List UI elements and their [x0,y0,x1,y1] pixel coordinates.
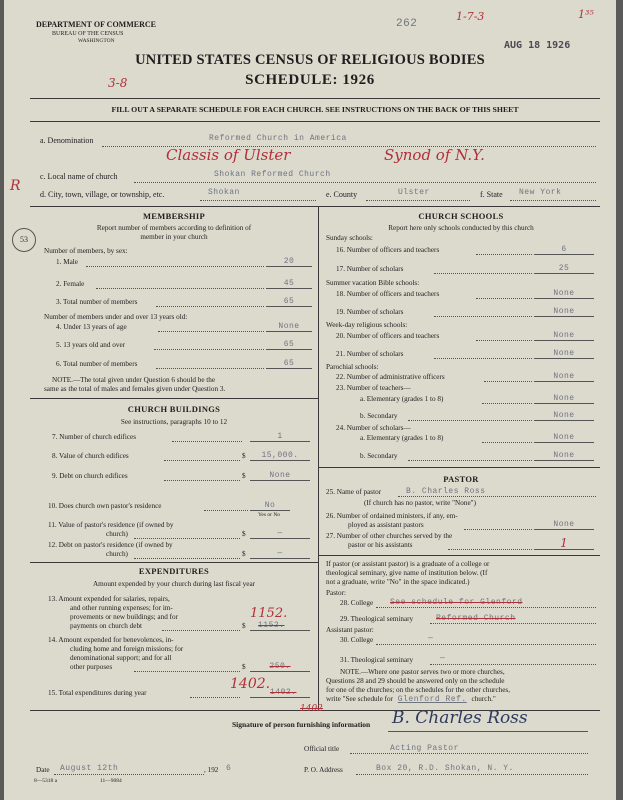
pastor-note-2: Questions 28 and 29 should be answered only on the schedule [326,677,505,685]
q5-label: 5. 13 years old and over [56,341,126,349]
pastor-note-4-start: write "See schedule for [326,695,393,703]
red-code: 3-8 [108,76,128,90]
official-title-label: Official title [304,745,340,753]
form-number: 262 [396,18,418,30]
classis-note: Classis of Ulster [166,146,291,164]
q18-value: None [553,289,575,298]
education-note: If pastor (or assistant pastor) is a graduate of a college or [326,560,490,568]
q17-value: 25 [558,264,570,273]
q26-label-2: ployed as assistant pastors [348,521,424,529]
pastor-note-4 [326,695,496,705]
summer-label: Summer vacation Bible schools: [326,279,420,287]
q24b-value: None [553,451,575,460]
q15-value: 1402. [230,676,271,692]
q30-value: — [428,634,434,643]
q14-dollar: $ [242,663,246,671]
city-value: Shokan [208,188,240,197]
q15-label: 15. Total expenditures during year [48,689,147,697]
pastor-heading: PASTOR [443,474,479,484]
q27-label: 27. Number of other churches served by the [326,532,453,540]
q9-label: 9. Debt on church edifices [52,472,128,480]
q4-value: None [278,322,300,331]
q28-label: 28. College [340,599,374,607]
q31-label: 31. Theological seminary [340,656,414,664]
city-label: WASHINGTON [78,38,115,44]
q7-value: 1 [277,432,283,441]
q23a-value: None [553,394,575,403]
q24-label: 24. Number of scholars— [336,424,411,432]
city-label-field: d. City, town, village, or township, etc. [40,190,165,199]
q13-label-2: and other running expenses; for im- [70,604,173,612]
q12-label: 12. Debt on pastor's residence (if owned by [48,541,173,549]
q25-note: (If church has no pastor, write "None") [364,499,476,507]
q23b-label: b. Secondary [360,412,398,420]
q12-label-2: church) [106,550,128,558]
signature-label: Signature of person furnishing information [232,720,371,729]
parochial-label: Parochial schools: [326,363,379,371]
membership-note-2: same as the total of males and females given under Question 3. [44,385,226,393]
q24a-label: a. Elementary (grades 1 to 8) [360,434,444,442]
q27-label-2: pastor or his assistants [348,541,413,549]
signature-note: 1402 [300,704,323,714]
q26-label: 26. Number of ordained ministers, if any, em- [326,512,458,520]
q20-value: None [553,331,575,340]
official-title-value: Acting Pastor [390,744,459,753]
q13-label: 13. Amount expended for salaries, repairs, [48,595,170,603]
q22-value: None [553,372,575,381]
pastor-note-3: for one of the churches; on the schedules for the other churches, [326,686,511,694]
q12-dollar: $ [242,550,246,558]
membership-intro: Report number of members according to definition of [96,224,252,232]
schools-heading: CHURCH SCHOOLS [418,211,504,221]
pastor-sub-label: Pastor: [326,589,346,597]
q19-value: None [553,307,575,316]
year-digit: 6 [226,764,232,773]
q1-value: 20 [283,257,295,266]
q10-value: No [264,501,276,510]
q23b-value: None [553,411,575,420]
q10-label: 10. Does church own pastor's residence [48,502,162,510]
q17-label: 17. Number of scholars [336,265,404,273]
form-title: UNITED STATES CENSUS OF RELIGIOUS BODIES [135,52,485,68]
q13-struck-value: 1152. [258,621,285,630]
po-address-label: P. O. Address [304,766,343,774]
q21-value: None [553,349,575,358]
q23-label: 23. Number of teachers— [336,384,411,392]
membership-note: NOTE.—The total given under Question 6 should be the [52,376,216,384]
q4-label: 4. Under 13 years of age [56,323,127,331]
expenditures-heading: EXPENDITURES [138,566,210,576]
q14-label: 14. Amount expended for benevolences, in- [48,636,174,644]
q8-label: 8. Value of church edifices [52,452,129,460]
q14-label-3: denominational support; and for all [70,654,172,662]
q6-value: 65 [283,359,295,368]
census-schedule-page [4,0,616,800]
state-value: New York [519,188,562,197]
q2-value: 45 [283,279,295,288]
print-code-1: 8—5318 a [34,778,58,784]
margin-r-mark: R [10,178,21,194]
denomination-label: a. Denomination [40,136,94,145]
q23a-label: a. Elementary (grades 1 to 8) [360,395,444,403]
pastor-note-4-end: church." [471,695,496,703]
instruction-line: FILL OUT A SEPARATE SCHEDULE FOR EACH CHURCH. SEE INSTRUCTIONS ON THE BACK OF THIS SHEET [111,105,519,114]
q11-dollar: $ [242,530,246,538]
q1-label: 1. Male [56,258,78,266]
corner-note: 1-7-3 [456,10,485,23]
dept-label: DEPARTMENT OF COMMERCE [36,20,157,29]
q19-label: 19. Number of scholars [336,308,404,316]
q9-value: None [269,471,291,480]
q28-value: See schedule for Glenford [390,598,523,607]
education-note-3: not a graduate, write "No" in the space indicated.) [326,578,470,586]
education-note-2: theological seminary, give name of institution below. (If [326,569,488,577]
schools-sub: Report here only schools conducted by this church [388,224,534,232]
corner-mark: 1³⁵ [578,8,594,21]
by-sex-label: Number of members, by sex: [44,247,128,255]
date-value: August 12th [60,764,119,773]
q3-value: 65 [283,297,295,306]
q30-label: 30. College [340,636,374,644]
q18-label: 18. Number of officers and teachers [336,290,440,298]
received-stamp: AUG 18 1926 [504,40,571,51]
margin-circle-mark: 53 [12,228,36,252]
denomination-value: Reformed Church in America [209,134,347,143]
county-label: e. County [326,190,358,199]
q14-label-4: other purposes [70,663,113,671]
q13-value: 1152. [250,606,288,621]
q24a-value: None [553,433,575,442]
weekday-label: Week-day religious schools: [326,321,408,329]
q22-label: 22. Number of administrative officers [336,373,445,381]
q8-value: 15,000. [261,451,299,460]
q6-label: 6. Total number of members [56,360,138,368]
q15-struck-value: 1402. [270,688,297,697]
q14-value: 250. [269,662,291,671]
expenditures-sub: Amount expended by your church during last fiscal year [92,580,256,588]
q16-value: 6 [561,245,567,254]
q11-label-2: church) [106,530,128,538]
print-code-2: 11—9084 [100,778,122,784]
q5-value: 65 [283,340,295,349]
county-value: Ulster [398,188,430,197]
membership-heading: MEMBERSHIP [142,211,206,221]
q9-dollar: $ [242,472,246,480]
q7-label: 7. Number of church edifices [52,433,137,441]
q13-label-4: payments on church debt [70,622,143,630]
q12-value: — [277,549,283,558]
q13-label-3: provements or new buildings; and for [70,613,178,621]
po-address-value: Box 20, R.D. Shokan, N. Y. [376,764,514,773]
q25-value: B. Charles Ross [406,487,486,496]
q21-label: 21. Number of scholars [336,350,404,358]
q20-label: 20. Number of officers and teachers [336,332,440,340]
form-subtitle: SCHEDULE: 1926 [245,72,375,88]
buildings-heading: CHURCH BUILDINGS [127,404,221,414]
q27-value: 1 [560,536,568,550]
q11-label: 11. Value of pastor's residence (if owned by [48,521,174,529]
yes-no-hint: Yes or No [258,512,281,518]
q3-label: 3. Total number of members [56,298,138,306]
q14-label-2: cluding home and foreign missions; for [70,645,184,653]
q29-value: Reformed Church [436,614,516,623]
date-label: Date [36,766,50,774]
pastor-note-4-fill: Glenford Ref. [397,695,467,704]
bureau-label: BUREAU OF THE CENSUS [52,31,124,37]
q11-value: — [277,529,283,538]
q26-value: None [553,520,575,529]
q24b-label: b. Secondary [360,452,398,460]
age-intro: Number of members under and over 13 years old: [44,313,188,321]
q16-label: 16. Number of officers and teachers [336,246,440,254]
q29-label: 29. Theological seminary [340,615,414,623]
q13-dollar: $ [242,622,246,630]
year-suffix: , 192 [204,766,219,774]
sunday-label: Sunday schools: [326,234,373,242]
local-name-value: Shokan Reformed Church [214,170,331,179]
signature-value: B. Charles Ross [392,708,528,728]
asst-pastor-label: Assistant pastor: [326,626,374,634]
buildings-sub: See instructions, paragraphs 10 to 12 [120,418,228,426]
q8-dollar: $ [242,452,246,460]
state-label: f. State [480,190,503,199]
q25-label: 25. Name of pastor [326,488,382,496]
q31-value: — [440,654,446,663]
synod-note: Synod of N.Y. [384,146,485,164]
q2-label: 2. Female [56,280,85,288]
local-name-label: c. Local name of church [40,172,118,181]
pastor-note: NOTE.—Where one pastor serves two or more churches, [340,668,505,676]
membership-intro-2: member in your church [140,233,208,241]
